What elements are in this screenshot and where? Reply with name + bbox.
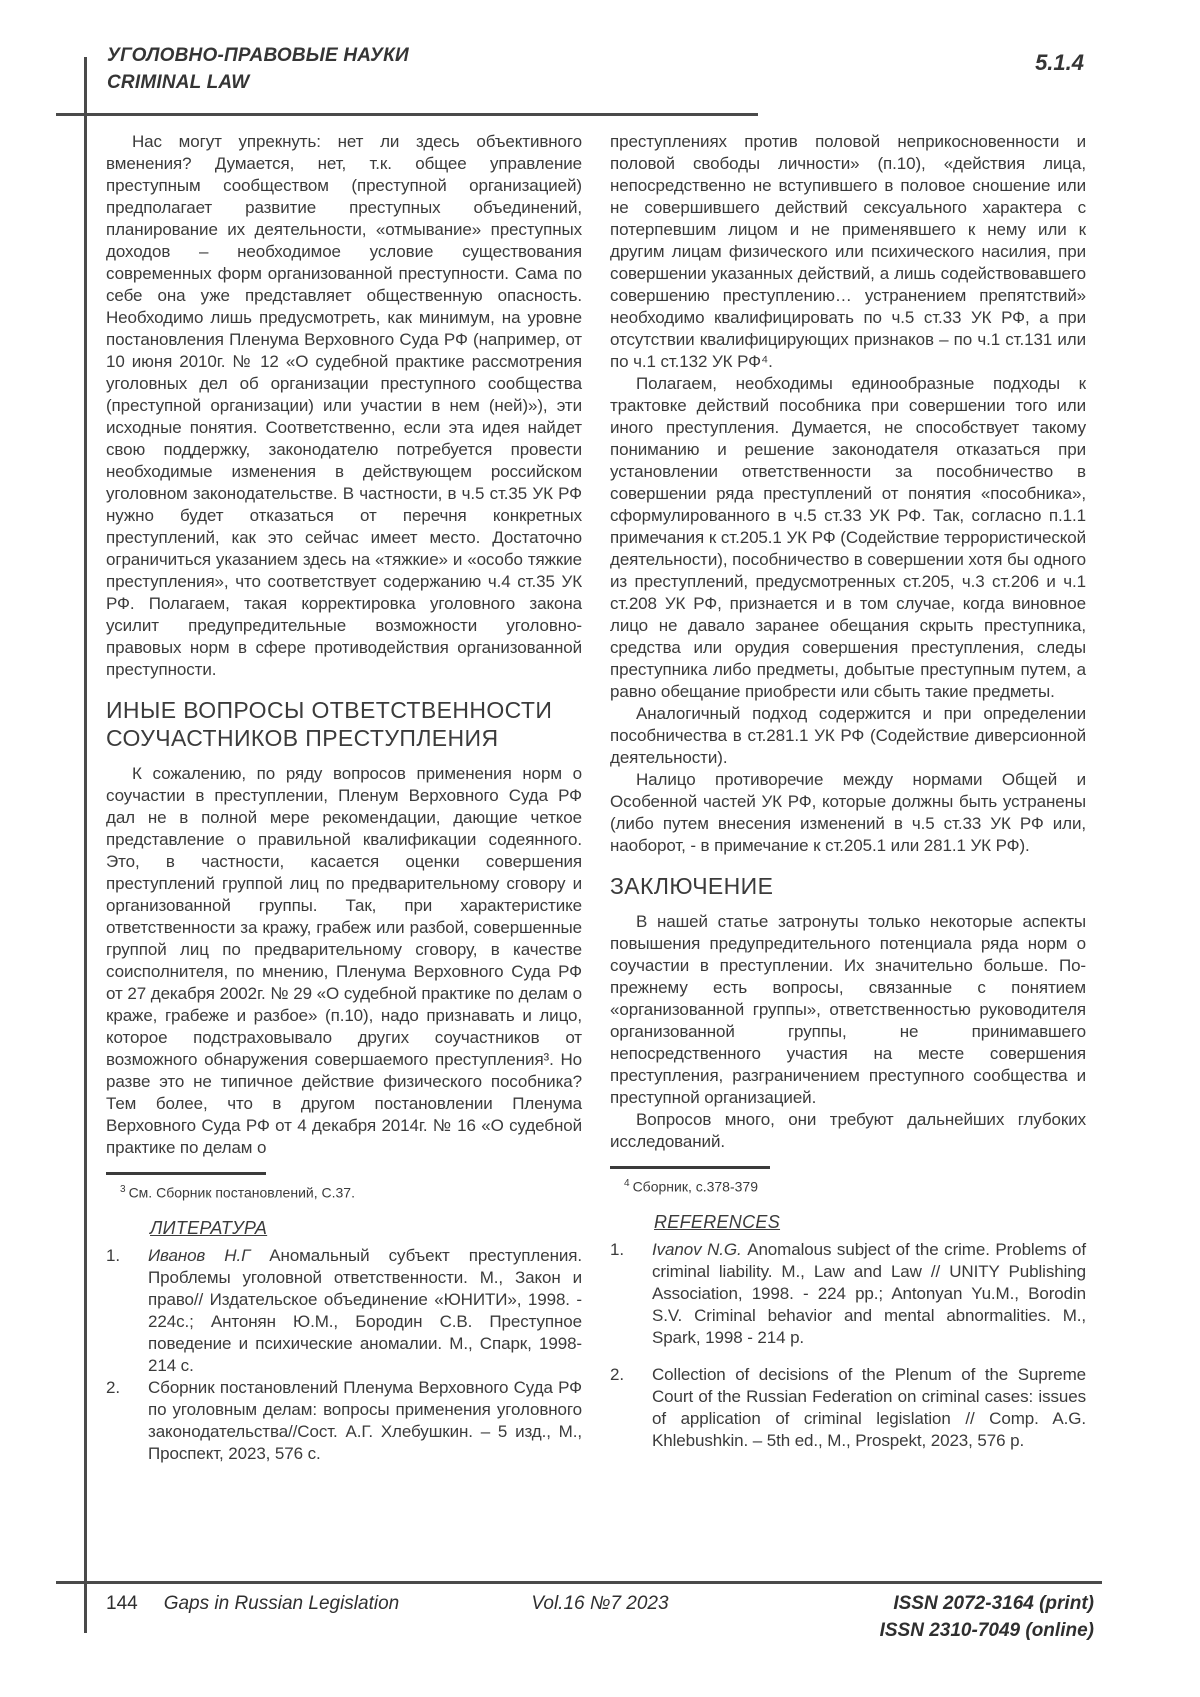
list-item bbox=[610, 1239, 1086, 1349]
footnote-marker: 4 bbox=[624, 1178, 630, 1189]
references-heading: REFERENCES bbox=[654, 1211, 781, 1232]
list-item-number: 1. bbox=[610, 1239, 624, 1259]
paragraph: Вопросов много, они требуют дальнейших глубоких исследований. bbox=[610, 1110, 1086, 1151]
running-head bbox=[107, 42, 409, 96]
reference-text: Collection of decisions of the Plenum of the Supreme Court of the Russian Federation on criminal cases: issues of application of criminal legislation // Comp. A.G. Khlebushkin. – 5th ed., M., Prospekt, 2023, 576 p. bbox=[652, 1364, 1086, 1450]
section-title-en: CRIMINAL LAW bbox=[107, 72, 250, 93]
paragraph: Нас могут упрекнуть: нет ли здесь объективного вменения? Думается, нет, т.к. общее управление преступным сообществом (преступной организацией) предполагает развитие преступных объединений, планирование их деятельности, «отмывание» преступных доходов – необходимое условие существования современных форм организованной преступности. Сама по себе она уже представляет общественную опасность. Необходимо лишь предусмотреть, как минимум, на уровне постановления Пленума Верховного Суда РФ (например, от 10 июня 2010г. № 12 «О судебной практике рассмотрения уголовных дел об организации преступного сообщества (преступной организации) или участии в нем (ней)»), эти исходные понятия. Соответственно, если эта идея найдет свою поддержку, законодателю потребуется провести необходимые изменения в действующем российском уголовном законодательстве. В частности, в ч.5 ст.35 УК РФ нужно будет отказаться от перечня конкретных преступлений, как это сейчас имеет место. Достаточно ограничиться указанием здесь на «тяжкие» и «особо тяжкие преступления», что соответствует содержанию ч.4 ст.35 УК РФ. Полагаем, такая корректировка уголовного закона усилит предупредительные возможности уголовно-правовых норм в сфере противодействия организованной преступности. bbox=[106, 132, 582, 679]
list-item-number: 2. bbox=[610, 1364, 624, 1384]
page-footer bbox=[106, 1590, 1094, 1644]
section-heading-other-questions: ИНЫЕ ВОПРОСЫ ОТВЕТСТВЕННОСТИ СОУЧАСТНИКОВ ПРЕСТУПЛЕНИЯ bbox=[106, 697, 553, 751]
references-section bbox=[610, 1212, 1086, 1452]
classifier-code: 5.1.4 bbox=[1035, 50, 1084, 75]
author-name: Ivanov N.G. bbox=[652, 1239, 748, 1259]
list-item-text bbox=[148, 1377, 582, 1465]
footer-divider-rule bbox=[56, 1581, 1102, 1584]
list-item-number: 2. bbox=[106, 1377, 120, 1397]
section-heading-conclusion: ЗАКЛЮЧЕНИЕ bbox=[610, 873, 774, 899]
issn-online: ISSN 2310-7049 (online) bbox=[879, 1620, 1094, 1641]
list-item bbox=[106, 1377, 582, 1465]
paragraph: Налицо противоречие между нормами Общей и Особенной частей УК РФ, которые должны быть устранены (либо путем внесения изменений в ч.5 ст.33 УК РФ или, наоборот, - в примечание к ст.205.1 или 281.1 УК РФ). bbox=[610, 770, 1086, 855]
literature-section bbox=[106, 1218, 582, 1465]
right-column bbox=[610, 131, 1086, 1465]
list-item-number: 1. bbox=[106, 1245, 120, 1265]
issn-block bbox=[765, 1590, 1094, 1644]
article-body bbox=[106, 131, 1086, 1465]
paragraph: преступлениях против половой неприкосновенности и половой свободы личности» (п.10), «действия лица, непосредственно не вступившего в половое сношение или не совершившего действий сексуального характера с потерпевшим лицом и не применявшего к нему или к другим лицам физического или психического насилия, при совершении указанных действий, а лишь содействовавшего совершению преступлению… устранением препятствий» необходимо квалифицировать по ч.5 ст.33 УК РФ, а при отсутствии квалифицирующих признаков – по ч.1 ст.131 или по ч.1 ст.132 УК РФ⁴. bbox=[610, 132, 1086, 371]
issn-print: ISSN 2072-3164 (print) bbox=[893, 1593, 1094, 1614]
paragraph: В нашей статье затронуты только некоторые аспекты повышения предупредительного потенциала ряда норм о соучастии в преступлении. Их значительно больше. По-прежнему есть вопросы, связанные с понятием «организованной группы», ответственностью руководителя организованной группы, не принимавшего непосредственного участия на месте совершения преступления, разграничением преступного сообщества и преступной организацией. bbox=[610, 912, 1086, 1107]
journal-title: Gaps in Russian Legislation bbox=[163, 1593, 400, 1614]
list-item-text bbox=[652, 1239, 1086, 1349]
paragraph: Полагаем, необходимы единообразные подходы к трактовке действий пособника при совершении того или иного преступления. Думается, не способствует такому пониманию и решение законодателя отказаться при установлении ответственности за пособничество в совершении ряда преступлений от понятия «пособника», сформулированного в ч.5 ст.33 УК РФ. Так, согласно п.1.1 примечания к ст.205.1 УК РФ (Содействие террористической деятельности), пособничество в совершении хотя бы одного из преступлений, предусмотренных ст.205, ч.3 ст.206 и ч.1 ст.208 УК РФ, признается и в том случае, когда виновное лицо не давало заранее обещания скрыть преступника, средства или орудия совершения преступления, следы преступника либо предметы, добытые преступным путем, а равно обещание приобрести или сбыть такие предметы. bbox=[610, 374, 1086, 701]
volume-info: Vol.16 №7 2023 bbox=[531, 1593, 669, 1614]
literature-heading: ЛИТЕРАТУРА bbox=[150, 1217, 268, 1238]
list-item-text bbox=[148, 1245, 582, 1377]
list-item bbox=[106, 1245, 582, 1377]
page-number: 144 bbox=[106, 1593, 138, 1614]
footer-left bbox=[106, 1590, 435, 1617]
list-item bbox=[610, 1364, 1086, 1452]
reference-text: Аномальный субъект преступления. Проблемы уголовной ответственности. М., Закон и право// Издательское объединение «ЮНИТИ», 1998. - 224с.; Антонян Ю.М., Бородин С.В. Преступное поведение и психические аномалии. М., Спарк, 1998- 214 с. bbox=[148, 1245, 582, 1375]
footnote-3 bbox=[106, 1181, 582, 1202]
list-item-text bbox=[652, 1364, 1086, 1452]
footnote-text: Сборник, с.378-379 bbox=[632, 1178, 758, 1195]
header-divider-rule bbox=[56, 113, 758, 116]
footnote-text: См. Сборник постановлений, С.37. bbox=[128, 1184, 355, 1201]
footnote-separator bbox=[106, 1172, 266, 1175]
left-margin-rule bbox=[84, 57, 87, 1633]
reference-text: Anomalous subject of the crime. Problems of criminal liability. M., Law and Law // UNITY Publishing Association, 1998. - 224 pp.; Antonyan Yu.M., Borodin S.V. Criminal behavior and mental abnormalities. M., Spark, 1998 - 214 p. bbox=[652, 1239, 1086, 1347]
reference-text: Сборник постановлений Пленума Верховного Суда РФ по уголовным делам: вопросы применения уголовного законодательства//Сост. А.Г. Хлебушкин. – 5 изд., М., Проспект, 2023, 576 с. bbox=[148, 1377, 582, 1463]
footnote-marker: 3 bbox=[120, 1184, 126, 1195]
left-column bbox=[106, 131, 582, 1465]
section-title-ru: УГОЛОВНО-ПРАВОВЫЕ НАУКИ bbox=[107, 45, 409, 66]
paragraph: Аналогичный подход содержится и при определении пособничества в ст.281.1 УК РФ (Содействие диверсионной деятельности). bbox=[610, 704, 1086, 767]
paragraph: К сожалению, по ряду вопросов применения норм о соучастии в преступлении, Пленум Верховного Суда РФ дал не в полной мере рекомендации, дающие четкое представление о правильной квалификации содеянного. Это, в частности, касается оценки совершения преступлений группой лиц по предварительному сговору и организованной группы. Так, при характеристике ответственности за кражу, грабеж или разбой, совершенные группой лиц по предварительному сговору, в качестве соисполнителя, по мнению, Пленума Верховного Суда РФ от 27 декабря 2002г. № 29 «О судебной практике по делам о краже, грабеже и разбое» (п.10), надо признавать и лицо, которое подстраховывало других соучастников от возможного обнаружения совершаемого преступления³. Но разве это не типичное действие физического пособника? Тем более, что в другом постановлении Пленума Верховного Суда РФ от 4 декабря 2014г. № 16 «О судебной практике по делам о bbox=[106, 764, 582, 1157]
footnote-separator bbox=[610, 1166, 770, 1169]
author-name: Иванов Н.Г bbox=[148, 1245, 270, 1265]
footnote-4 bbox=[610, 1175, 1086, 1196]
